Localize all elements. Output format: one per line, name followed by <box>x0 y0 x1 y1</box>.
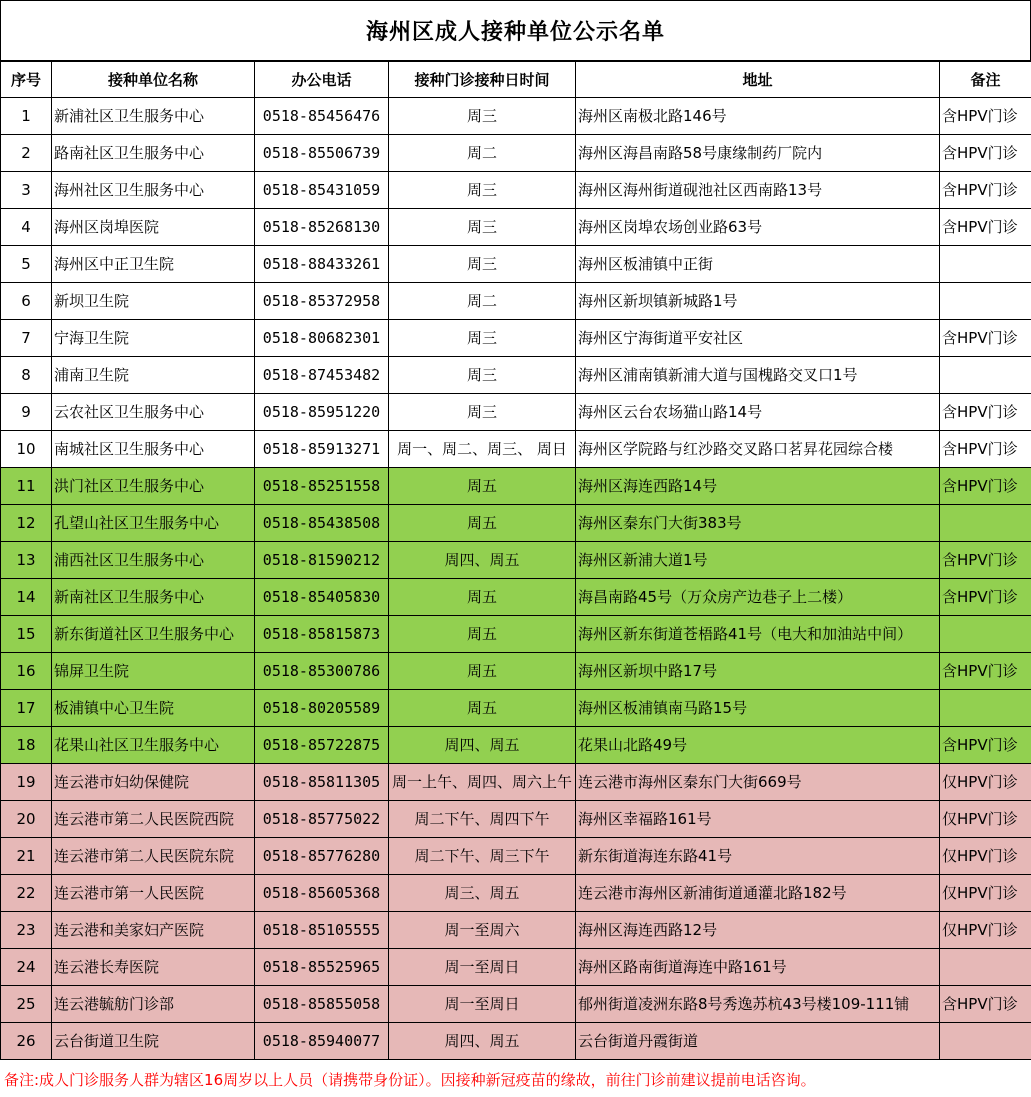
cell-no: 5 <box>1 246 52 283</box>
cell-time: 周三 <box>389 98 576 135</box>
table-row <box>1 505 1031 542</box>
table-row <box>1 283 1031 320</box>
cell-time: 周一至周六 <box>389 912 576 949</box>
cell-address: 海州区秦东门大街383号 <box>576 505 940 542</box>
cell-time: 周四、周五 <box>389 1023 576 1060</box>
cell-name: 宁海卫生院 <box>52 320 255 357</box>
cell-name: 板浦镇中心卫生院 <box>52 690 255 727</box>
table-row <box>1 172 1031 209</box>
cell-phone: 0518-85438508 <box>255 505 389 542</box>
cell-note <box>940 357 1031 394</box>
cell-no: 4 <box>1 209 52 246</box>
cell-name: 连云港市第一人民医院 <box>52 875 255 912</box>
cell-time: 周一至周日 <box>389 986 576 1023</box>
cell-name: 南城社区卫生服务中心 <box>52 431 255 468</box>
table-row <box>1 394 1031 431</box>
cell-phone: 0518-85251558 <box>255 468 389 505</box>
cell-no: 11 <box>1 468 52 505</box>
cell-note <box>940 246 1031 283</box>
cell-note: 含HPV门诊 <box>940 172 1031 209</box>
cell-time: 周三 <box>389 172 576 209</box>
cell-name: 路南社区卫生服务中心 <box>52 135 255 172</box>
cell-address: 海州区板浦镇中正街 <box>576 246 940 283</box>
cell-phone: 0518-85722875 <box>255 727 389 764</box>
cell-no: 9 <box>1 394 52 431</box>
cell-name: 连云港市第二人民医院西院 <box>52 801 255 838</box>
cell-address: 海州区海州街道砚池社区西南路13号 <box>576 172 940 209</box>
table-row <box>1 542 1031 579</box>
cell-no: 20 <box>1 801 52 838</box>
cell-name: 连云港毓舫门诊部 <box>52 986 255 1023</box>
cell-name: 云台街道卫生院 <box>52 1023 255 1060</box>
cell-phone: 0518-85105555 <box>255 912 389 949</box>
header-name: 接种单位名称 <box>52 62 255 98</box>
cell-time: 周二 <box>389 283 576 320</box>
cell-name: 连云港长寿医院 <box>52 949 255 986</box>
cell-time: 周二 <box>389 135 576 172</box>
table-row <box>1 468 1031 505</box>
header-address: 地址 <box>576 62 940 98</box>
cell-time: 周五 <box>389 653 576 690</box>
cell-note: 含HPV门诊 <box>940 209 1031 246</box>
cell-time: 周三 <box>389 209 576 246</box>
cell-note: 含HPV门诊 <box>940 320 1031 357</box>
cell-no: 21 <box>1 838 52 875</box>
cell-no: 6 <box>1 283 52 320</box>
cell-time: 周二下午、周三下午 <box>389 838 576 875</box>
cell-phone: 0518-85431059 <box>255 172 389 209</box>
cell-phone: 0518-85776280 <box>255 838 389 875</box>
cell-no: 7 <box>1 320 52 357</box>
cell-time: 周三 <box>389 246 576 283</box>
cell-note: 含HPV门诊 <box>940 727 1031 764</box>
cell-phone: 0518-85940077 <box>255 1023 389 1060</box>
cell-time: 周五 <box>389 468 576 505</box>
cell-time: 周五 <box>389 690 576 727</box>
cell-note: 含HPV门诊 <box>940 468 1031 505</box>
cell-name: 浦西社区卫生服务中心 <box>52 542 255 579</box>
table-row <box>1 357 1031 394</box>
cell-note <box>940 616 1031 653</box>
table-row <box>1 320 1031 357</box>
cell-address: 海州区海昌南路58号康缘制药厂院内 <box>576 135 940 172</box>
cell-name: 孔望山社区卫生服务中心 <box>52 505 255 542</box>
cell-phone: 0518-85605368 <box>255 875 389 912</box>
cell-phone: 0518-85525965 <box>255 949 389 986</box>
header-note: 备注 <box>940 62 1031 98</box>
table-row <box>1 579 1031 616</box>
table-row <box>1 209 1031 246</box>
sheet-title: 海州区成人接种单位公示名单 <box>0 0 1031 61</box>
cell-address: 海州区新坝镇新城路1号 <box>576 283 940 320</box>
cell-phone: 0518-85951220 <box>255 394 389 431</box>
cell-address: 海州区幸福路161号 <box>576 801 940 838</box>
header-phone: 办公电话 <box>255 62 389 98</box>
cell-name: 连云港市妇幼保健院 <box>52 764 255 801</box>
cell-no: 12 <box>1 505 52 542</box>
cell-phone: 0518-88433261 <box>255 246 389 283</box>
cell-note: 含HPV门诊 <box>940 653 1031 690</box>
cell-no: 23 <box>1 912 52 949</box>
cell-time: 周三 <box>389 320 576 357</box>
cell-note: 仅HPV门诊 <box>940 764 1031 801</box>
table-row <box>1 135 1031 172</box>
cell-phone: 0518-87453482 <box>255 357 389 394</box>
cell-address: 连云港市海州区秦东门大街669号 <box>576 764 940 801</box>
cell-address: 郁州街道凌洲东路8号秀逸苏杭43号楼109-111铺 <box>576 986 940 1023</box>
cell-address: 花果山北路49号 <box>576 727 940 764</box>
cell-address: 新东街道海连东路41号 <box>576 838 940 875</box>
cell-note: 含HPV门诊 <box>940 986 1031 1023</box>
cell-no: 2 <box>1 135 52 172</box>
table-row <box>1 986 1031 1023</box>
cell-no: 18 <box>1 727 52 764</box>
cell-name: 海州区中正卫生院 <box>52 246 255 283</box>
table-row <box>1 616 1031 653</box>
cell-phone: 0518-85815873 <box>255 616 389 653</box>
cell-name: 连云港市第二人民医院东院 <box>52 838 255 875</box>
header-time: 接种门诊接种日时间 <box>389 62 576 98</box>
cell-no: 24 <box>1 949 52 986</box>
cell-time: 周二下午、周四下午 <box>389 801 576 838</box>
cell-name: 海州区岗埠医院 <box>52 209 255 246</box>
cell-no: 13 <box>1 542 52 579</box>
cell-name: 洪门社区卫生服务中心 <box>52 468 255 505</box>
cell-note <box>940 505 1031 542</box>
cell-address: 海州区岗埠农场创业路63号 <box>576 209 940 246</box>
cell-name: 海州社区卫生服务中心 <box>52 172 255 209</box>
table-row <box>1 653 1031 690</box>
cell-note <box>940 690 1031 727</box>
cell-time: 周三 <box>389 357 576 394</box>
footer-note: 备注:成人门诊服务人群为辖区16周岁以上人员（请携带身份证）。因接种新冠疫苗的缘故，前往门诊前建议提前电话咨询。 <box>4 1070 816 1089</box>
cell-no: 17 <box>1 690 52 727</box>
cell-note: 仅HPV门诊 <box>940 912 1031 949</box>
cell-address: 海州区海连西路14号 <box>576 468 940 505</box>
cell-name: 锦屏卫生院 <box>52 653 255 690</box>
table-row <box>1 1023 1031 1060</box>
cell-no: 25 <box>1 986 52 1023</box>
cell-name: 连云港和美家妇产医院 <box>52 912 255 949</box>
cell-note: 含HPV门诊 <box>940 394 1031 431</box>
table-row <box>1 912 1031 949</box>
cell-time: 周五 <box>389 616 576 653</box>
table-row <box>1 431 1031 468</box>
table-row <box>1 246 1031 283</box>
cell-phone: 0518-85456476 <box>255 98 389 135</box>
cell-phone: 0518-80205589 <box>255 690 389 727</box>
cell-phone: 0518-85506739 <box>255 135 389 172</box>
cell-no: 8 <box>1 357 52 394</box>
cell-address: 海州区海连西路12号 <box>576 912 940 949</box>
cell-name: 浦南卫生院 <box>52 357 255 394</box>
cell-name: 新浦社区卫生服务中心 <box>52 98 255 135</box>
cell-address: 海州区新坝中路17号 <box>576 653 940 690</box>
table-row <box>1 801 1031 838</box>
table-body <box>1 98 1031 1060</box>
cell-address: 云台街道丹霞街道 <box>576 1023 940 1060</box>
cell-address: 连云港市海州区新浦街道通灌北路182号 <box>576 875 940 912</box>
cell-name: 新东街道社区卫生服务中心 <box>52 616 255 653</box>
cell-address: 海州区云台农场猫山路14号 <box>576 394 940 431</box>
cell-time: 周三 <box>389 394 576 431</box>
cell-phone: 0518-85913271 <box>255 431 389 468</box>
cell-name: 新南社区卫生服务中心 <box>52 579 255 616</box>
cell-no: 1 <box>1 98 52 135</box>
cell-no: 14 <box>1 579 52 616</box>
cell-time: 周五 <box>389 579 576 616</box>
table-row <box>1 98 1031 135</box>
header-no: 序号 <box>1 62 52 98</box>
table-row <box>1 764 1031 801</box>
cell-phone: 0518-85268130 <box>255 209 389 246</box>
cell-phone: 0518-85300786 <box>255 653 389 690</box>
cell-phone: 0518-81590212 <box>255 542 389 579</box>
cell-no: 3 <box>1 172 52 209</box>
table-row <box>1 875 1031 912</box>
cell-time: 周四、周五 <box>389 542 576 579</box>
cell-time: 周一上午、周四、周六上午 <box>389 764 576 801</box>
cell-time: 周一至周日 <box>389 949 576 986</box>
cell-note: 含HPV门诊 <box>940 135 1031 172</box>
cell-name: 花果山社区卫生服务中心 <box>52 727 255 764</box>
cell-no: 26 <box>1 1023 52 1060</box>
table-row <box>1 949 1031 986</box>
cell-time: 周一、周二、周三、 周日 <box>389 431 576 468</box>
cell-note: 仅HPV门诊 <box>940 875 1031 912</box>
cell-phone: 0518-85775022 <box>255 801 389 838</box>
cell-note <box>940 949 1031 986</box>
cell-address: 海州区新浦大道1号 <box>576 542 940 579</box>
cell-address: 海州区学院路与红沙路交叉路口茗昇花园综合楼 <box>576 431 940 468</box>
cell-address: 海州区南极北路146号 <box>576 98 940 135</box>
cell-no: 22 <box>1 875 52 912</box>
cell-note <box>940 283 1031 320</box>
cell-address: 海州区新东街道苍梧路41号（电大和加油站中间） <box>576 616 940 653</box>
cell-no: 10 <box>1 431 52 468</box>
cell-name: 云农社区卫生服务中心 <box>52 394 255 431</box>
cell-note <box>940 1023 1031 1060</box>
cell-note: 仅HPV门诊 <box>940 801 1031 838</box>
cell-phone: 0518-85855058 <box>255 986 389 1023</box>
header-row <box>1 62 1031 98</box>
cell-phone: 0518-85372958 <box>255 283 389 320</box>
cell-address: 海州区板浦镇南马路15号 <box>576 690 940 727</box>
cell-name: 新坝卫生院 <box>52 283 255 320</box>
table-row <box>1 727 1031 764</box>
cell-no: 15 <box>1 616 52 653</box>
cell-time: 周三、周五 <box>389 875 576 912</box>
cell-note: 含HPV门诊 <box>940 542 1031 579</box>
table-row <box>1 838 1031 875</box>
cell-time: 周四、周五 <box>389 727 576 764</box>
cell-phone: 0518-85405830 <box>255 579 389 616</box>
cell-address: 海州区浦南镇新浦大道与国槐路交叉口1号 <box>576 357 940 394</box>
cell-note: 含HPV门诊 <box>940 579 1031 616</box>
table-row <box>1 690 1031 727</box>
vaccination-table <box>0 61 1031 1060</box>
cell-no: 19 <box>1 764 52 801</box>
cell-no: 16 <box>1 653 52 690</box>
cell-time: 周五 <box>389 505 576 542</box>
cell-phone: 0518-85811305 <box>255 764 389 801</box>
cell-address: 海州区宁海街道平安社区 <box>576 320 940 357</box>
cell-phone: 0518-80682301 <box>255 320 389 357</box>
cell-note: 含HPV门诊 <box>940 98 1031 135</box>
cell-address: 海州区路南街道海连中路161号 <box>576 949 940 986</box>
cell-address: 海昌南路45号（万众房产边巷子上二楼） <box>576 579 940 616</box>
cell-note: 含HPV门诊 <box>940 431 1031 468</box>
cell-note: 仅HPV门诊 <box>940 838 1031 875</box>
